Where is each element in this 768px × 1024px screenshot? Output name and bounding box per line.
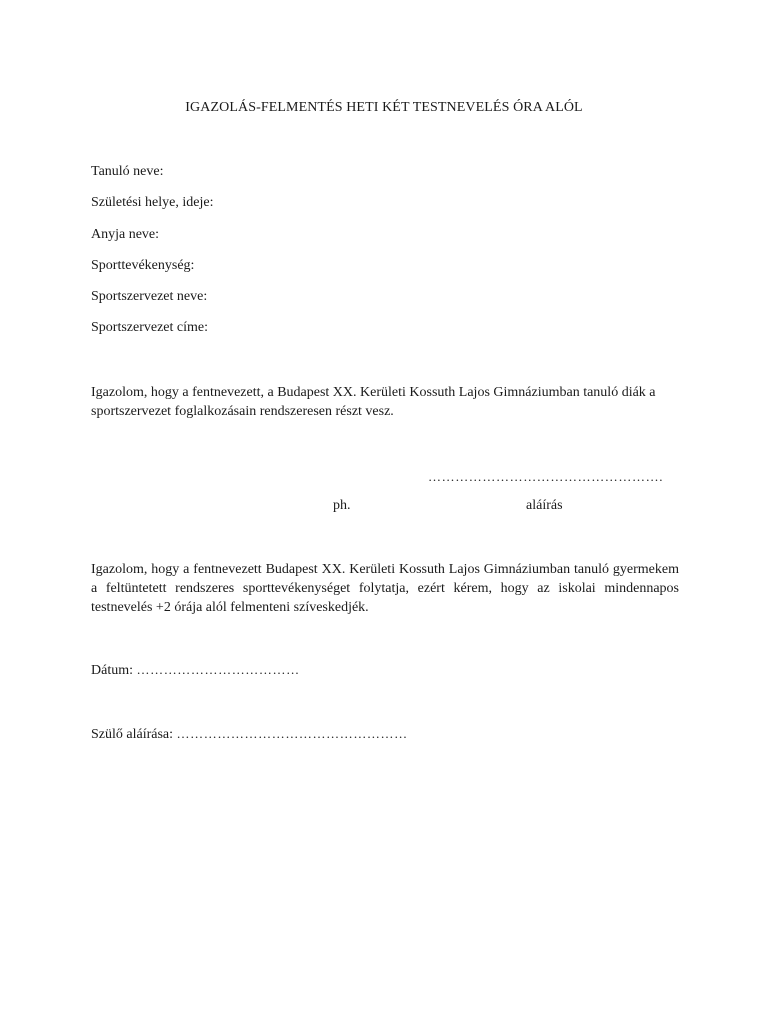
stamp-label: ph.	[333, 498, 351, 513]
parent-signature-label: Szülő aláírása:	[91, 727, 174, 742]
document-title: IGAZOLÁS-FELMENTÉS HETI KÉT TESTNEVELÉS ÓRA ALÓL	[185, 100, 583, 115]
sport-org-name-label: Sportszervezet neve:	[91, 289, 208, 304]
org-signature-line: …………………………………………….	[428, 469, 664, 484]
mother-name-label: Anyja neve:	[91, 227, 160, 242]
sport-activity-label: Sporttevékenység:	[91, 258, 195, 273]
signature-label: aláírás	[526, 498, 563, 513]
parent-signature-dots: ……………………………………………	[176, 726, 408, 741]
date-label: Dátum:	[91, 663, 133, 678]
date-dots: ………………………………	[136, 662, 300, 677]
sport-org-address-label: Sportszervezet címe:	[91, 320, 209, 335]
org-certification-text: Igazolom, hogy a fentnevezett, a Budapest XX. Kerületi Kossuth Lajos Gimnáziumban tanuló diák a sportszervezet foglalkozásain rendszeresen részt vesz.	[91, 385, 656, 419]
parent-signature-line	[91, 726, 408, 743]
student-name-label: Tanuló neve:	[91, 164, 164, 179]
date-line	[91, 662, 300, 679]
parent-request-text: Igazolom, hogy a fentnevezett Budapest XX. Kerületi Kossuth Lajos Gimnáziumban tanuló gyermekem a feltüntetett rendszeres sporttevékenységet folytatja, ezért kérem, hogy az iskolai mindennapos testnevelés +2 órája alól felmenteni szíveskedjék.	[91, 562, 679, 615]
birth-place-date-label: Születési helye, ideje:	[91, 195, 214, 210]
